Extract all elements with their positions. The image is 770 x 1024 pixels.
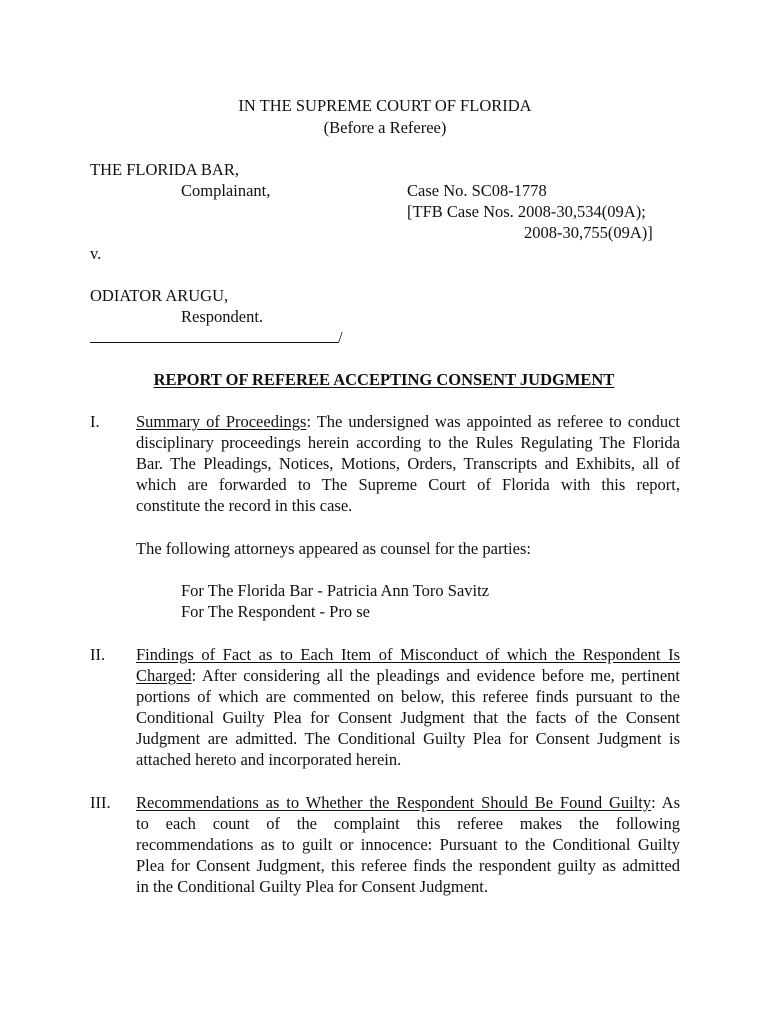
section-ii-paragraph [136, 644, 680, 770]
complainant-role: Complainant, [181, 181, 271, 200]
section-ii-heading-line1: Findings of Fact as to Each Item of Misconduct of which the Respondent Is [136, 645, 680, 664]
section-iii-line: to each count of the complaint this referee makes the following [136, 814, 680, 833]
tfb-case-numbers-line2: 2008-30,755(09A)] [524, 223, 653, 242]
respondent-role: Respondent. [181, 307, 264, 326]
signature-rule [90, 342, 338, 343]
court-heading: IN THE SUPREME COURT OF FLORIDA [238, 96, 532, 115]
section-ii-heading-line2: Charged [136, 666, 192, 685]
caption-slash: / [338, 328, 343, 347]
section-i-line: constitute the record in this case. [136, 496, 353, 515]
section-i-numeral: I. [90, 412, 100, 431]
section-i-line: which are forwarded to The Supreme Court of Florida with this report, [136, 475, 680, 494]
section-i-heading: Summary of Proceedings [136, 412, 307, 431]
section-iii-line: in the Conditional Guilty Plea for Consent Judgment. [136, 877, 488, 896]
section-ii-line: Charged: After considering all the pleadings and evidence before me, pertinent [136, 666, 680, 685]
counsel-intro: The following attorneys appeared as counsel for the parties: [136, 539, 531, 558]
section-i-line: Summary of Proceedings: The undersigned was appointed as referee to conduct [136, 412, 680, 431]
section-i-paragraph [136, 411, 680, 516]
section-iii-numeral: III. [90, 793, 111, 812]
section-ii-line: Conditional Guilty Plea for Consent Judgment that the facts of the Consent [136, 708, 680, 727]
section-iii-heading: Recommendations as to Whether the Respondent Should Be Found Guilty [136, 793, 652, 812]
before-referee: (Before a Referee) [323, 118, 447, 137]
case-number: Case No. SC08-1778 [407, 181, 547, 200]
section-i-line: disciplinary proceedings herein according to the Rules Regulating The Florida [136, 433, 680, 452]
section-iii-paragraph [136, 792, 680, 897]
complainant-name: THE FLORIDA BAR, [90, 160, 239, 179]
section-ii-line: attached hereto and incorporated herein. [136, 750, 402, 769]
section-iii-line: recommendations as to guilt or innocence: Pursuant to the Conditional Guilty [136, 835, 680, 854]
counsel-respondent: For The Respondent - Pro se [181, 602, 370, 621]
section-ii-line: Judgment are admitted. The Conditional Guilty Plea for Consent Judgment is [136, 729, 680, 748]
section-i-line: Bar. The Pleadings, Notices, Motions, Orders, Transcripts and Exhibits, all of [136, 454, 680, 473]
versus: v. [90, 244, 102, 263]
section-ii-numeral: II. [90, 645, 106, 664]
counsel-florida-bar: For The Florida Bar - Patricia Ann Toro Savitz [181, 581, 490, 600]
section-iii-line: Recommendations as to Whether the Respondent Should Be Found Guilty: As [136, 793, 680, 812]
report-title: REPORT OF REFEREE ACCEPTING CONSENT JUDGMENT [153, 370, 615, 389]
respondent-name: ODIATOR ARUGU, [90, 286, 229, 305]
tfb-case-numbers-line1: [TFB Case Nos. 2008-30,534(09A); [407, 202, 646, 221]
section-ii-line: portions of which are commented on below, this referee finds pursuant to the [136, 687, 680, 706]
section-iii-line: Plea for Consent Judgment, this referee finds the respondent guilty as admitted [136, 856, 680, 875]
